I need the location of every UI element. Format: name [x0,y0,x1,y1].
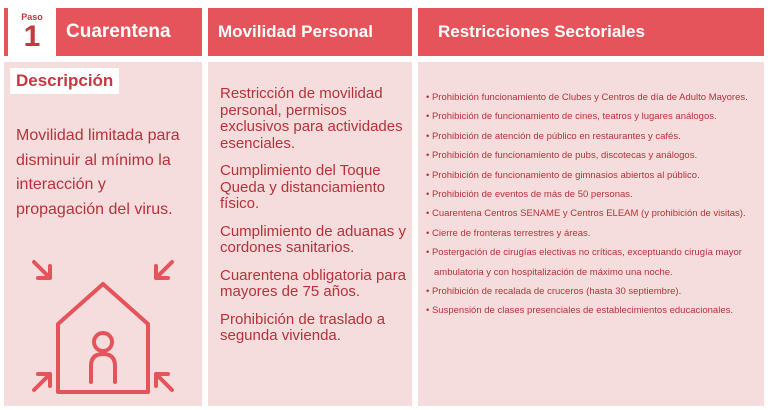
list-item: Cumplimiento del Toque Queda y distanciamiento físico. [220,162,386,212]
list-item: • Prohibición de recalada de cruceros (hasta 30 septiembre). [426,282,760,301]
list-item: • Prohibición de funcionamiento de cines, teatros y lugares análogos. [426,107,760,126]
step-number: 1 [23,20,41,53]
step-title: Cuarentena [66,21,171,42]
list-item: • Prohibición funcionamiento de Clubes y Centros de día de Adulto Mayores. [426,88,760,107]
list-item: Restricción de movilidad personal, permisos exclusivos para actividades esenciales. [220,85,403,152]
house-person-arrows-icon [28,256,178,396]
movilidad-header: Movilidad Personal [208,8,412,56]
description-panel [4,62,202,406]
list-item: Prohibición de traslado a segunda vivienda. [220,310,386,344]
list-item: • Prohibición de funcionamiento de gimnasios abiertos al público. [426,166,760,185]
column-cuarentena [4,8,202,406]
list-item: • Cierre de fronteras terrestres y áreas. [426,224,760,243]
restricciones-header: Restricciones Sectoriales [418,8,764,56]
list-item: • Cuarentena Centros SENAME y Centros ELEAM (y prohibición de visitas). [426,204,760,223]
list-item: • Suspensión de clases presenciales de establecimientos educacionales. [426,301,760,320]
movilidad-list [220,86,408,356]
list-item: • Prohibición de eventos de más de 50 personas. [426,185,760,204]
column-movilidad [208,8,412,406]
restricciones-panel [418,62,764,406]
step-badge [8,8,56,56]
column-restricciones [418,8,764,406]
description-tag: Descripción [10,68,119,94]
list-item: • Postergación de cirugías electivas no críticas, exceptuando cirugía mayor ambulatoria y con hospitalización de máximo una noche. [426,243,760,282]
list-item: • Prohibición de funcionamiento de pubs, discotecas y análogos. [426,146,760,165]
movilidad-panel [208,62,412,406]
list-item: Cuarentena obligatoria para mayores de 75 años. [220,266,406,300]
description-text: Movilidad limitada para disminuir al mínimo la interacción y propagación del virus. [16,127,180,218]
step-header [4,8,202,56]
list-item: Cumplimiento de aduanas y cordones sanitarios. [220,222,406,256]
list-item: • Prohibición de atención de público en restaurantes y cafés. [426,127,760,146]
step-paso-label: Paso [21,12,43,22]
restricciones-list [426,88,760,321]
